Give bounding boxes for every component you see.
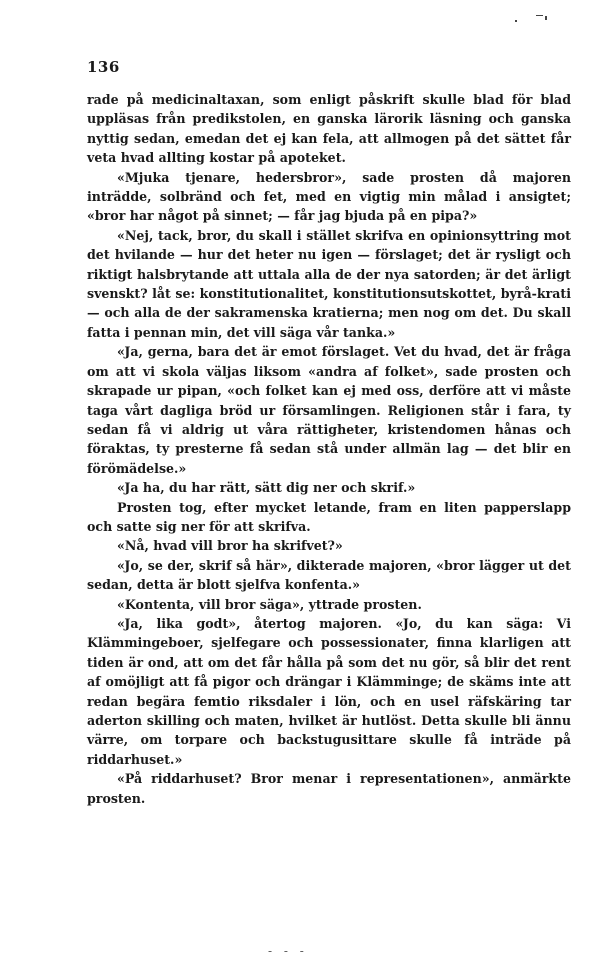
paragraph: rade på medicinaltaxan, som enligt påskrift skulle blad för blad uppläsas från predikstolen, en ganska lärorik läsning och ganska nyttig sedan, emedan det ej kan fela, att allmogen på det sättet får veta hvad allting kostar på apoteket. bbox=[87, 92, 571, 166]
body-text bbox=[87, 90, 571, 808]
paragraph: «På riddarhuset? Bror menar i representationen», anmärkte prosten. bbox=[87, 771, 571, 806]
paragraph: «Ja, lika godt», återtog majoren. «Jo, du kan säga: Vi Klämmingeboer, sjelfegare och possessionater, finna klarligen att tiden är ond, att om det får hålla på som det nu gör, så blir det rent af omöjligt att få pigor och drängar i Klämminge; de skäms inte att redan begära femtio riksdaler i lön, och en usel räfskäring tar aderton skilling och maten, hvilket är hutlöst. Detta skulle bli ännu värre, om torpare och backstugusittare skulle få inträde på riddarhuset.» bbox=[87, 615, 571, 767]
scan-speck bbox=[515, 20, 517, 22]
paragraph: «Nå, hvad vill bror ha skrifvet?» bbox=[117, 538, 343, 554]
paragraph: Prosten tog, efter mycket letande, fram en liten papperslapp och satte sig ner för att skrifva. bbox=[87, 499, 571, 534]
scan-speck bbox=[545, 16, 547, 20]
paragraph: «Jo, se der, skrif så här», dikterade majoren, «bror lägger ut det sedan, detta är blott sjelfva konfenta.» bbox=[87, 557, 571, 593]
page-number: 136 bbox=[87, 58, 120, 76]
paragraph: «Mjuka tjenare, hedersbror», sade prosten då majoren inträdde, solbränd och fet, med en vigtig min målad i ansigtet; «bror har något på sinnet; — får jag bjuda på en pipa?» bbox=[87, 169, 571, 224]
paragraph: «Nej, tack, bror, du skall i stället skrifva en opinionsyttring mot det hvilande — hur det heter nu igen — förslaget; det är rysligt och riktigt halsbrytande att uttala alla de der nya satorden; är det ärligt svenskt? låt se: konstitutionalitet, konstitutionsutskottet, byrå-krati — och alla de der sakramenska kratierna; men nog om det. Du skall fatta i pennan min, det vill säga vår tanka.» bbox=[87, 227, 571, 340]
scan-speck bbox=[536, 15, 543, 16]
paragraph: «Ja ha, du har rätt, sätt dig ner och skrif.» bbox=[117, 480, 416, 496]
paragraph: «Ja, gerna, bara det är emot förslaget. Vet du hvad, det är fråga om att vi skola väljas liksom «andra af folket», sade prosten och skrapade ur pipan, «och folket kan ej med oss, derföre att vi måste taga vårt dagliga bröd ur församlingen. Religionen står i fara, ty sedan få vi aldrig ut våra rättigheter, kristendomen hånas och föraktas, ty presterne få sedan stå under allmän lag — det blir en förömädelse.» bbox=[87, 344, 571, 476]
footer-dashes: - - - bbox=[268, 944, 308, 958]
paragraph: «Kontenta, vill bror säga», yttrade prosten. bbox=[117, 596, 422, 612]
